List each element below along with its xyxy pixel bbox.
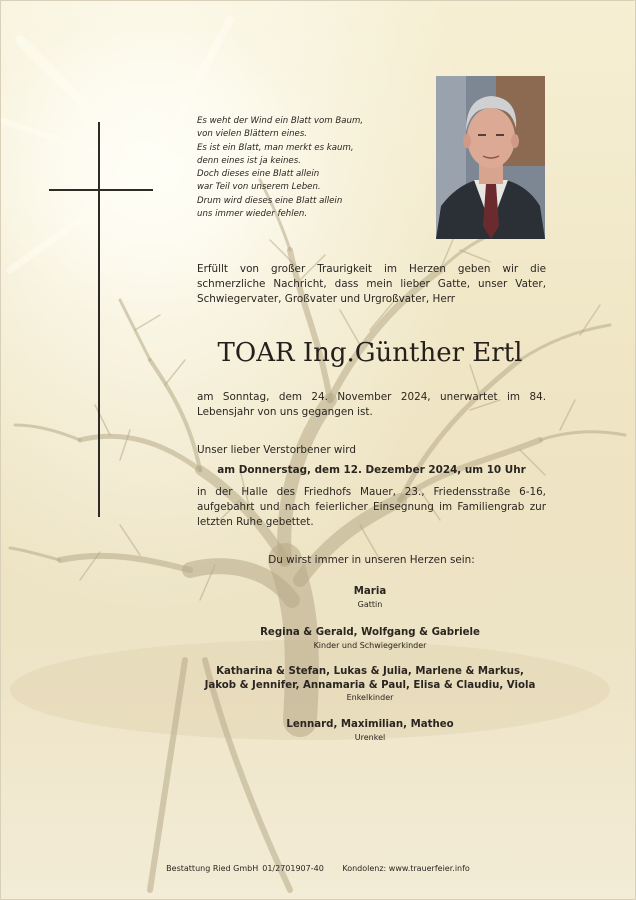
mourner-group <box>140 585 600 610</box>
funeral-date: am Donnerstag, dem 12. Dezember 2024, um 10 Uhr <box>217 464 526 476</box>
death-notice: am Sonntag, dem 24. November 2024, unerwartet im 84. Lebensjahr von uns gegangen ist. <box>197 391 546 418</box>
closing-line: Du wirst immer in unseren Herzen sein: <box>268 554 475 566</box>
mourner-names: Katharina & Stefan, Lukas & Julia, Marlene & Markus, <box>216 666 524 677</box>
funeral-place: in der Halle des Friedhofs Mauer, 23., Friedensstraße 6-16, aufgebahrt und nach feierlicher Einsegnung im Familiengrab zur letzten Ruhe gebettet. <box>197 486 546 528</box>
mourner-names: Maria <box>353 586 387 597</box>
poem <box>197 115 417 221</box>
footer-phone: 01/2701907-40 <box>262 864 324 873</box>
footer-condolence: Kondolenz: www.trauerfeier.info <box>342 864 470 873</box>
poem-line: Es ist ein Blatt, man merkt es kaum, <box>197 142 354 153</box>
funeral-intro: Unser lieber Verstorbener wird <box>197 444 356 456</box>
footer-company: Bestattung Ried GmbH <box>166 864 259 873</box>
deceased-name: TOAR Ing.Günther Ertl <box>217 338 523 368</box>
mourner-role: Enkelkinder <box>346 693 394 702</box>
cross-crossbar <box>49 189 153 191</box>
mourner-group <box>140 626 600 651</box>
portrait-photo <box>436 76 545 239</box>
poem-line: Es weht der Wind ein Blatt vom Baum, <box>197 116 364 126</box>
poem-line: war Teil von unserem Leben. <box>197 182 321 193</box>
mourner-names: Lennard, Maximilian, Matheo <box>286 719 454 730</box>
latin-cross-icon <box>98 122 100 517</box>
poem-line: Drum wird dieses eine Blatt allein <box>197 195 343 206</box>
mourner-role: Kinder und Schwiegerkinder <box>313 640 427 650</box>
mourner-group <box>140 665 600 703</box>
mourner-role: Urenkel <box>354 732 386 742</box>
poem-line: Doch dieses eine Blatt allein <box>197 169 320 180</box>
poem-line: denn eines ist ja keines. <box>197 155 301 166</box>
poem-line: von vielen Blättern eines. <box>197 129 308 140</box>
mourner-role: Gattin <box>357 599 383 609</box>
mourner-names: Regina & Gerald, Wolfgang & Gabriele <box>260 627 480 638</box>
intro-text: Erfüllt von großer Traurigkeit im Herzen geben wir die schmerzliche Nachricht, dass mein lieber Gatte, unser Vater, Schwiegervater, Großvater und Urgroßvater, Herr <box>197 263 546 305</box>
mourner-group <box>140 718 600 743</box>
footer <box>0 864 636 873</box>
poem-line: uns immer wieder fehlen. <box>197 209 308 220</box>
mourner-names: Jakob & Jennifer, Annamaria & Paul, Elisa & Claudiu, Viola <box>204 679 536 691</box>
